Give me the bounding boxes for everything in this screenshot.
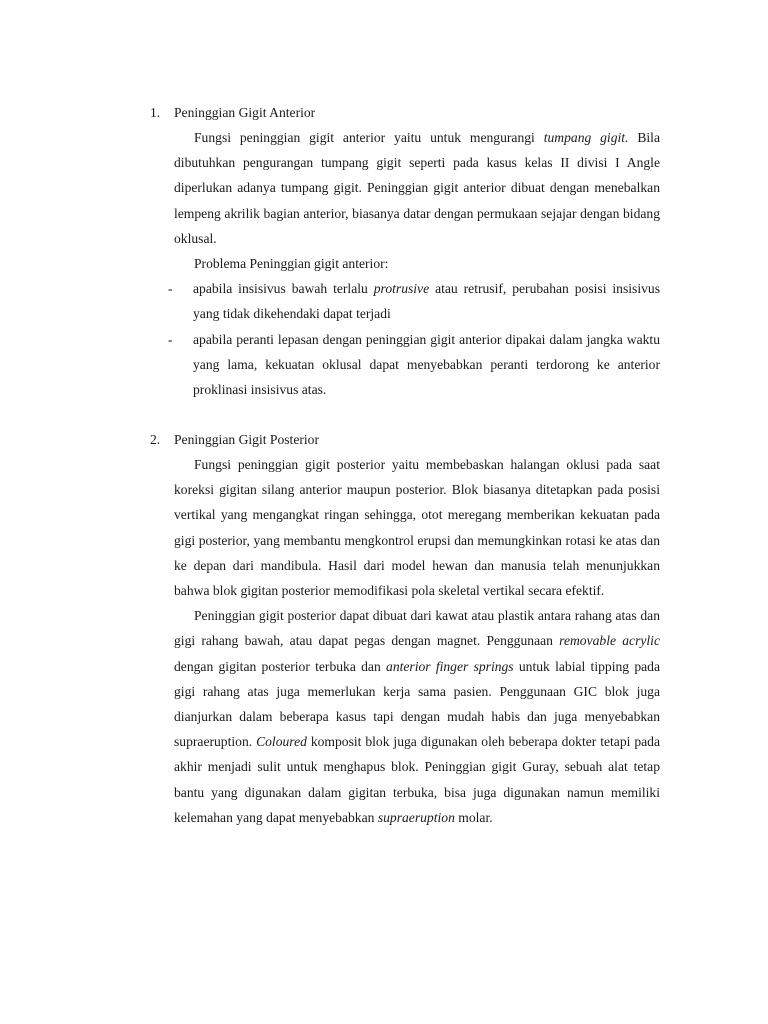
- italic-term: Coloured: [256, 734, 307, 750]
- text-run: dengan gigitan posterior terbuka dan: [174, 658, 387, 674]
- section-number: 1.: [150, 105, 161, 120]
- section-body: [174, 452, 660, 830]
- bullet-dash: -: [168, 281, 173, 297]
- text-run: apabila insisivus bawah terlalu: [193, 281, 374, 297]
- italic-term: removable acrylic: [559, 633, 660, 649]
- problem-list: [168, 276, 660, 402]
- section-posterior: [150, 427, 660, 830]
- paragraph-anterior-function: [174, 125, 660, 251]
- text-run: untuk labial tipping pada gigi rahang atas juga memerlukan kerja sama pasien. Penggunaan GIC blok juga dianjurkan dalam beberapa kasus tapi dengan mudah habis dan juga menyebabkan supraeruption.: [174, 658, 660, 750]
- section-number: 2.: [150, 432, 161, 447]
- bullet-dash: -: [168, 331, 173, 347]
- section-body: [168, 125, 660, 402]
- section-title: Peninggian Gigit Anterior: [174, 105, 316, 120]
- text-run: molar.: [454, 809, 493, 825]
- text-run: atau retrusif, perubahan posisi insisivus yang tidak dikehendaki dapat terjadi: [193, 281, 660, 322]
- italic-term: anterior finger springs: [386, 658, 514, 674]
- text-run: Fungsi peninggian gigit anterior yaitu untuk mengurangi: [194, 130, 544, 145]
- text-run: apabila peranti lepasan dengan peninggian gigit anterior dipakai dalam jangka waktu yang lama, kekuatan oklusal dapat menyebabkan peranti terdorong ke anterior proklinasi insisivus atas.: [193, 331, 660, 398]
- section-anterior: [150, 100, 660, 402]
- italic-term: protrusive: [373, 281, 430, 297]
- list-item: [168, 276, 660, 326]
- section-title: Peninggian Gigit Posterior: [174, 432, 319, 447]
- text-run: Bila dibutuhkan pengurangan tumpang gigit seperti pada kasus kelas II divisi I Angle diperlukan adanya tumpang gigit. Peninggian gigit anterior dibuat dengan menebalkan lempeng akrilik bagian anterior, biasanya datar dengan permukaan sejajar dengan bidang oklusal.: [174, 130, 660, 246]
- text-run: komposit blok juga digunakan oleh beberapa dokter tetapi pada akhir menjadi sulit untuk menghapus blok. Peninggian gigit Guray, sebuah alat tetap bantu yang digunakan dalam gigitan terbuka, bisa juga digunakan namun memiliki kelemahan yang dapat menyebabkan: [174, 734, 660, 825]
- italic-term: tumpang gigit.: [543, 130, 629, 145]
- problem-heading: Problema Peninggian gigit anterior:: [194, 256, 389, 272]
- paragraph-posterior-function: Fungsi peninggian gigit posterior yaitu membebaskan halangan oklusi pada saat koreksi gigitan silang anterior maupun posterior. Blok biasanya ditetapkan pada posisi vertikal yang mengangkat ringan sehingga, otot meregang memberikan kekuatan pada gigi posterior, yang membantu mengkontrol erupsi dan memungkinkan rotasi ke atas dan ke depan dari mandibula. Hasil dari model hewan dan manusia telah menunjukkan bahwa blok gigitan posterior memodifikasi pola skeletal vertikal secara efektif.: [174, 457, 660, 599]
- list-item: [168, 327, 660, 403]
- section-heading: [150, 100, 660, 125]
- text-run: Peninggian gigit posterior dapat dibuat dari kawat atau plastik antara rahang atas dan gigi rahang bawah, atau dapat pegas dengan magnet. Penggunaan: [174, 608, 660, 649]
- paragraph-posterior-methods: [174, 603, 660, 830]
- italic-term: supraeruption: [377, 809, 455, 825]
- section-heading: [150, 427, 660, 452]
